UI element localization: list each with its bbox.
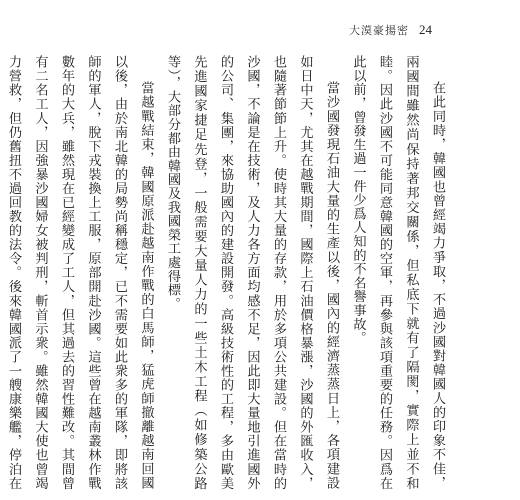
page-header [349,22,432,38]
running-title: 大漠豪揚密 [349,24,409,37]
paragraph: 在此同時，韓國也曾經竭力爭取，不過沙國對韓國人的印象不佳，兩國間雖然尚保持著邦交關係，但私底下就有了隔閡，實際上並不和睦。因此沙國不可能同意韓國的空軍，再參與該項重要的任務。因爲在此以前，曾發生過一件少爲人知的不名譽事故。 [350,55,445,490]
paragraph: 當沙國發現石油大量的生產以後，國內的經濟蒸蒸日上，各項建設如日中天，尤其在越戰期間，國際上石油價格暴漲，沙國的外匯收入，也隨著節節上升。使時其大量的存款，用於多項公共建設。但在當時的沙國，不論是在技術，及人力各方面均感不足，因此即大量地引進國外的公司、集團，來協助國內的建設開發。高級技術性的工程，多由歐美先進國家捷足先登，一般需要大量人力的一些土木工程（如修築公路等），大部分都由韓國及我國榮工處得標。 [165,55,339,490]
page-number: 24 [419,22,432,37]
paragraph: 當越戰結束，韓國原派赴越南作戰的白馬師，猛虎師撤離越南回國以後，由於南北韓的局勢尚稱穩定，已不需要如此衆多的軍隊，即將該師的軍人，脫下戎裝換上工服，原部開赴沙國。這些曾在越南叢林作戰數年的大兵，雖然現在已經變成了工人，但其過去的習性難改。其間曾有二名工人，因強暴沙國婦女被判刑，斬首示衆。雖然韓國大使也曾竭力營救，但仍舊扭不過回教的法令。後來韓國派了一艘康樂艦，停泊在 [6,55,154,490]
vertical-body-text [0,55,450,490]
